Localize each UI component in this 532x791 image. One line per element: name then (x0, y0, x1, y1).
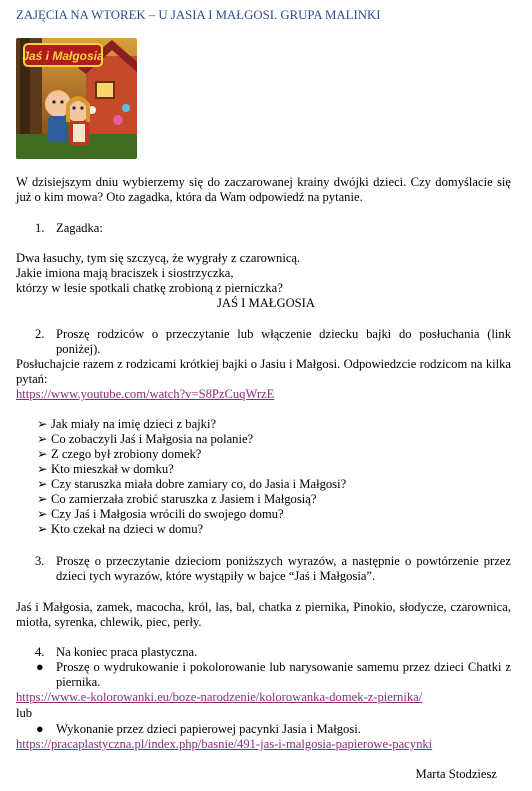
riddle-line-1: Dwa łasuchy, tym się szczycą, że wygrały z czarownicą. (16, 251, 301, 265)
question-text: Kto mieszkał w domku? (51, 462, 174, 476)
question-item (37, 492, 346, 507)
arrowhead-icon: ➢ (37, 477, 48, 491)
section-3-text: Proszę o przeczytanie dzieciom poniższych wyrazów, a następnie o powtórzenie przez dzieci tych wyrazów, które wystąpiły w bajce “Jaś i Małgosia”. (56, 554, 511, 583)
question-text: Co zobaczyli Jaś i Małgosia na polanie? (51, 432, 254, 446)
section-2-number: 2. (35, 327, 45, 341)
arrowhead-icon: ➢ (37, 522, 48, 536)
riddle-line-2: Jakie imiona mają braciszek i siostrzyczka, (16, 266, 234, 280)
section-1-title: Zagadka: (56, 221, 103, 235)
dot-icon: ● (36, 660, 44, 674)
question-text: Co zamierzała zrobić staruszka z Jasiem i Małgosią? (51, 492, 317, 506)
question-list (37, 417, 346, 537)
section-2-text: Proszę rodziców o przeczytanie lub włączenie dziecku bajki do posłuchania (link poniżej). (56, 327, 511, 356)
question-text: Z czego był zrobiony domek? (51, 447, 202, 461)
section-1-number: 1. (35, 221, 45, 235)
arrowhead-icon: ➢ (37, 507, 48, 521)
arrowhead-icon: ➢ (37, 492, 48, 506)
puppet-craft-link[interactable]: https://pracaplastyczna.pl/index.php/basnie/491-jas-i-malgosia-papierowe-pacynki (16, 737, 433, 751)
riddle-line-3: którzy w lesie spotkali chatkę zrobioną z pierniczka? (16, 281, 283, 295)
section-2-instructions: Posłuchajcie razem z rodzicami krótkiej bajki o Jasiu i Małgosi. Odpowiedzcie rodzicom na kilka pytań: (16, 357, 511, 386)
page-title: ZAJĘCIA NA WTOREK – U JASIA I MAŁGOSI. GRUPA MALINKI (16, 8, 381, 22)
bullet-1-text: Proszę o wydrukowanie i pokolorowanie lub narysowanie samemu przez dzieci Chatki z piernika. (56, 660, 511, 689)
arrowhead-icon: ➢ (37, 447, 48, 461)
section-3-number: 3. (35, 554, 45, 568)
question-text: Kto czekał na dzieci w domu? (51, 522, 204, 536)
author-name: Marta Stodziesz (415, 767, 497, 781)
cover-illustration (16, 38, 137, 159)
riddle-answer: JAŚ I MAŁGOSIA (217, 296, 315, 310)
question-item (37, 477, 346, 492)
cover-logo-text: Jaś i Małgosia (22, 49, 104, 63)
bullet-2-text: Wykonanie przez dzieci papierowej pacynki Jasia i Małgosi. (56, 722, 361, 736)
question-text: Czy Jaś i Małgosia wrócili do swojego domu? (51, 507, 284, 521)
fairy-tale-illustration (16, 38, 137, 159)
question-item (37, 417, 346, 432)
word-list: Jaś i Małgosia, zamek, macocha, król, las, bal, chatka z piernika, Pinokio, słodycze, czarownica, miotła, syrenka, chlewik, piec, perły. (16, 600, 511, 629)
arrowhead-icon: ➢ (37, 417, 48, 431)
question-item (37, 507, 346, 522)
section-4-number: 4. (35, 645, 45, 659)
question-item (37, 432, 346, 447)
dot-icon: ● (36, 722, 44, 736)
youtube-link[interactable]: https://www.youtube.com/watch?v=S8PzCuqWrzE (16, 387, 275, 401)
question-text: Jak miały na imię dzieci z bajki? (51, 417, 217, 431)
arrowhead-icon: ➢ (37, 462, 48, 476)
question-item (37, 447, 346, 462)
coloring-page-link[interactable]: https://www.e-kolorowanki.eu/boze-narodzenie/kolorowanka-domek-z-piernika/ (16, 690, 423, 704)
question-item (37, 462, 346, 477)
intro-paragraph: W dzisiejszym dniu wybierzemy się do zaczarowanej krainy dwójki dzieci. Czy domyślacie się już o kim mowa? Oto zagadka, która da Wam odpowiedź na pytanie. (16, 175, 511, 204)
question-item (37, 522, 346, 537)
section-4-title: Na koniec praca plastyczna. (56, 645, 198, 659)
lub-text: lub (16, 706, 33, 720)
question-text: Czy staruszka miała dobre zamiary co, do Jasia i Małgosi? (51, 477, 347, 491)
arrowhead-icon: ➢ (37, 432, 48, 446)
